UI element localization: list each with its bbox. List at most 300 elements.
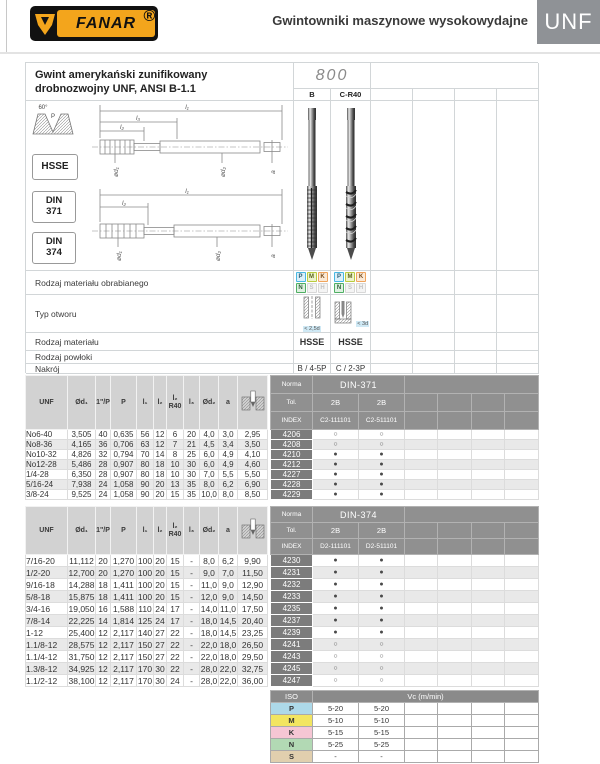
empty-cell	[413, 101, 455, 271]
size-cell: 3/8-24	[26, 490, 68, 500]
availability-dot: ●	[359, 579, 405, 591]
index-cell: 4231	[271, 567, 313, 579]
value-cell: 150	[137, 639, 153, 650]
empty-cell	[455, 271, 497, 295]
page-title: Gwintowniki maszynowe wysokowydajne	[272, 13, 528, 28]
value-cell: 18,0	[200, 615, 218, 626]
value-cell: 10,0	[201, 490, 217, 499]
empty-cell	[438, 727, 472, 739]
value-cell: 22	[167, 627, 184, 639]
value-cell: 28,575	[68, 639, 95, 650]
empty-header	[472, 394, 505, 412]
value-cell: 4,0	[200, 430, 219, 440]
value-cell: 20	[155, 579, 165, 590]
value-cell: 10	[167, 460, 184, 470]
value-cell: 20	[155, 567, 165, 578]
dim-od2-label: ød₂	[215, 250, 222, 262]
value-cell: -	[184, 567, 200, 579]
value-cell: 14	[154, 450, 167, 460]
value-cell: 1,588	[111, 603, 137, 615]
empty-cell	[472, 591, 505, 603]
empty-cell	[505, 450, 539, 460]
value-cell: 4,9	[219, 450, 238, 460]
workpiece-material-label: Rodzaj materiału obrabianego	[26, 271, 294, 295]
value-cell: 30	[184, 460, 200, 470]
empty-cell	[505, 555, 539, 567]
spec-row	[26, 430, 539, 440]
empty-cell	[505, 579, 539, 591]
value-cell: 12,0	[200, 591, 218, 602]
col-d2: Ød₂	[200, 507, 219, 555]
norma-value: DIN-371	[313, 376, 405, 394]
empty-cell	[405, 727, 438, 739]
value-cell: 12	[96, 663, 111, 675]
value-cell: -	[184, 603, 200, 615]
fanar-logo	[30, 6, 158, 41]
index-cell: 4245	[271, 663, 313, 675]
empty-cell	[472, 715, 505, 727]
value-cell: 1,058	[111, 490, 137, 500]
value-cell: 24	[96, 490, 111, 500]
material-badge-K: K	[356, 272, 366, 282]
empty-cell	[438, 603, 472, 615]
empty-cell	[405, 651, 438, 663]
material-badge-P: P	[296, 272, 306, 282]
din-371-line2: 371	[46, 206, 62, 217]
availability-dot: ●	[359, 567, 405, 579]
empty-cell	[438, 490, 472, 500]
empty-header	[405, 507, 539, 523]
empty-cell	[371, 271, 413, 295]
value-cell: 27	[155, 639, 165, 650]
badge-grid	[295, 272, 329, 294]
empty-cell	[438, 460, 472, 470]
page-edge-line	[6, 0, 7, 54]
empty-cell	[371, 63, 539, 89]
empty-cell	[413, 295, 455, 333]
material-badge-N: N	[334, 283, 344, 293]
index-cell: 4241	[271, 639, 313, 651]
dim-od1-label: ød₁	[116, 251, 123, 261]
size-cell: 9/16-18	[26, 579, 68, 591]
value-cell: 15	[167, 579, 184, 591]
value-cell: 7	[167, 440, 184, 450]
size-cell: 7/8-14	[26, 615, 68, 627]
value-cell: 3,50	[238, 440, 268, 450]
value-cell: 22,225	[68, 615, 95, 626]
availability-dot: ●	[359, 480, 405, 490]
vc-value-cell: 5-10	[359, 715, 405, 727]
value-cell: 5,486	[68, 460, 96, 470]
value-cell: 25,400	[68, 627, 95, 638]
size-cell: No12-28	[26, 460, 68, 470]
value-cell: 27	[155, 651, 165, 662]
vc-value-cell: -	[313, 751, 359, 763]
empty-cell	[505, 615, 539, 627]
empty-cell	[497, 333, 539, 351]
value-cell: -	[184, 675, 200, 687]
availability-dot: ●	[359, 615, 405, 627]
availability-dot: ●	[313, 627, 359, 639]
col-l3: l₃	[184, 376, 200, 430]
registered-mark: ®	[143, 8, 156, 25]
value-cell: 18	[96, 579, 111, 591]
din374-table	[25, 506, 539, 687]
norma-label: Norma	[271, 507, 313, 523]
value-cell: 9,0	[219, 579, 238, 591]
fanar-emblem-icon	[33, 11, 57, 37]
iso-row	[271, 727, 539, 739]
empty-cell	[497, 89, 539, 101]
hole-depth-c: < 3d	[357, 320, 369, 327]
dim-l1-label: l₁	[185, 188, 189, 195]
value-cell: 40	[96, 430, 111, 440]
size-cell: 1.1/4-12	[26, 651, 68, 663]
empty-cell	[405, 470, 438, 480]
value-cell: 9,0	[219, 591, 238, 603]
empty-cell	[438, 627, 472, 639]
col-p: P	[111, 376, 137, 430]
value-cell: 14,5	[219, 627, 237, 638]
empty-cell	[505, 651, 539, 663]
value-cell: -	[184, 615, 200, 627]
empty-cell	[505, 703, 539, 715]
tool-material-c: HSSE	[331, 333, 371, 351]
spec-row	[26, 591, 539, 603]
value-cell: 100	[137, 567, 153, 578]
spec-row	[26, 480, 539, 490]
series-number: 800	[294, 63, 371, 89]
availability-dot: ○	[359, 440, 405, 450]
material-badge-M: M	[307, 272, 317, 282]
value-cell: 4,5	[200, 440, 219, 450]
iso-row	[271, 715, 539, 727]
spec-row	[26, 639, 539, 651]
value-cell: 30	[184, 470, 200, 480]
empty-cell	[472, 470, 505, 480]
value-cell: 12	[96, 627, 111, 639]
empty-cell	[371, 295, 413, 333]
size-cell: No10-32	[26, 450, 68, 460]
availability-dot: ●	[313, 450, 359, 460]
spec-row	[26, 440, 539, 450]
value-cell: 4,165	[68, 440, 96, 450]
value-cell: 28	[96, 460, 111, 470]
empty-cell	[405, 490, 438, 500]
dim-od2-label: ød₂	[220, 166, 227, 178]
vc-header: Vc (m/min)	[313, 691, 539, 703]
tool-material-b: HSSE	[294, 333, 331, 351]
value-cell: 4,826	[68, 450, 96, 460]
value-cell: 1,058	[111, 480, 137, 490]
value-cell: 32	[96, 450, 111, 460]
value-cell: 170	[137, 675, 153, 686]
empty-cell	[505, 627, 539, 639]
value-cell: 12	[154, 430, 167, 440]
empty-cell	[505, 727, 539, 739]
material-badge-K: K	[318, 272, 328, 282]
spec-row	[26, 603, 539, 615]
vc-value-cell: 5-25	[359, 739, 405, 751]
value-cell: 17,50	[238, 603, 268, 615]
value-cell: 24	[155, 603, 165, 614]
empty-cell	[438, 703, 472, 715]
empty-cell	[438, 591, 472, 603]
value-cell: 63	[137, 440, 154, 450]
size-cell: 3/4-16	[26, 603, 68, 615]
value-cell: 28,0	[200, 663, 218, 674]
value-cell: 15	[167, 591, 184, 603]
value-cell: 12,700	[68, 567, 95, 578]
value-cell: 0,907	[111, 460, 137, 470]
empty-cell	[438, 430, 472, 440]
iso-row	[271, 703, 539, 715]
empty-cell	[505, 639, 539, 651]
size-cell: 1/2-20	[26, 567, 68, 579]
value-cell: 22,0	[219, 675, 237, 686]
empty-cell	[472, 615, 505, 627]
tap-drawing-din374	[82, 185, 292, 267]
index-cell: 4228	[271, 480, 313, 490]
empty-cell	[455, 351, 497, 364]
availability-dot: ●	[313, 567, 359, 579]
value-cell: 14,0	[200, 603, 218, 614]
empty-cell	[505, 675, 539, 687]
value-cell: 28	[96, 470, 111, 480]
empty-header	[405, 376, 539, 394]
empty-cell	[371, 364, 413, 374]
empty-cell	[438, 715, 472, 727]
fanar-logo-text: FANAR	[75, 14, 137, 32]
tap-photo-c	[331, 101, 371, 271]
vc-value-cell: 5-15	[359, 727, 405, 739]
din371-table	[25, 375, 539, 500]
material-badges-c	[331, 271, 371, 295]
value-cell: 90	[137, 480, 154, 490]
thread-depth-icon	[238, 507, 268, 555]
value-cell: 8,50	[238, 490, 268, 500]
col-unf: UNF	[26, 376, 68, 430]
spec-row	[26, 555, 539, 567]
iso-header: ISO	[271, 691, 313, 703]
din-374-line1: DIN	[45, 236, 63, 247]
tol-1: 2B	[313, 523, 359, 539]
value-cell: 22	[167, 651, 184, 663]
empty-cell	[438, 675, 472, 687]
empty-cell	[497, 351, 539, 364]
value-cell: 4,60	[238, 460, 268, 470]
value-cell: 170	[137, 663, 153, 674]
value-cell: 30	[155, 663, 165, 674]
col-l2r40: l₂ R40	[167, 507, 184, 555]
side-icons	[30, 101, 80, 264]
value-cell: 17	[167, 615, 184, 627]
empty-cell	[472, 430, 505, 440]
value-cell: 56	[137, 430, 154, 440]
iso-group-cell: S	[271, 751, 313, 763]
availability-dot: ○	[313, 663, 359, 675]
index-cell: 4227	[271, 470, 313, 480]
size-cell: No8-36	[26, 440, 68, 450]
vc-value-cell: 5-15	[313, 727, 359, 739]
empty-header	[438, 539, 472, 555]
empty-cell	[472, 555, 505, 567]
size-cell: 5/16-24	[26, 480, 68, 490]
value-cell: -	[184, 663, 200, 675]
availability-dot: ●	[359, 591, 405, 603]
empty-header	[472, 412, 505, 430]
col-d2: Ød₂	[200, 376, 219, 430]
vc-value-cell: 5-20	[313, 703, 359, 715]
iso-group-cell: P	[271, 703, 313, 715]
value-cell: 3,0	[219, 430, 238, 440]
value-cell: 140	[137, 627, 153, 638]
empty-cell	[472, 739, 505, 751]
availability-dot: ○	[359, 663, 405, 675]
empty-cell	[405, 450, 438, 460]
empty-cell	[505, 440, 539, 450]
index-cell: 4235	[271, 603, 313, 615]
empty-cell	[505, 480, 539, 490]
availability-dot: ○	[359, 651, 405, 663]
tol-label: Tol.	[271, 523, 313, 539]
value-cell: 9,525	[68, 490, 96, 500]
index-cell: 4229	[271, 490, 313, 500]
empty-cell	[472, 460, 505, 470]
value-cell: 8,0	[219, 490, 238, 500]
vc-value-cell: -	[359, 751, 405, 763]
empty-header	[438, 412, 472, 430]
norma-value: DIN-374	[313, 507, 405, 523]
value-cell: 70	[137, 450, 154, 460]
empty-cell	[472, 450, 505, 460]
index-cell: 4208	[271, 440, 313, 450]
value-cell: 6,90	[238, 480, 268, 490]
empty-cell	[405, 615, 438, 627]
dim-a-label: a	[270, 254, 277, 258]
spec-row	[26, 675, 539, 687]
value-cell: 7,0	[200, 470, 219, 480]
col-tpi: 1"/P	[96, 507, 111, 555]
empty-cell	[497, 271, 539, 295]
value-cell: 14	[96, 615, 111, 627]
empty-cell	[405, 603, 438, 615]
value-cell: -	[184, 651, 200, 663]
empty-cell	[438, 567, 472, 579]
blind-hole-icon	[332, 301, 354, 325]
empty-cell	[405, 480, 438, 490]
value-cell: 20	[96, 567, 111, 579]
col-d1: Ød₁	[68, 507, 96, 555]
empty-cell	[438, 639, 472, 651]
index-cell: 4212	[271, 460, 313, 470]
spec-row	[26, 450, 539, 460]
material-badge-N: N	[296, 283, 306, 293]
col-l3: l₃	[184, 507, 200, 555]
empty-cell	[405, 430, 438, 440]
value-cell: 10	[167, 470, 184, 480]
dim-od1-label: ød₁	[113, 167, 120, 177]
empty-cell	[497, 364, 539, 374]
value-cell: 12	[154, 440, 167, 450]
norma-label: Norma	[271, 376, 313, 394]
product-title-line2: drobnozwojny UNF, ANSI B-1.1	[35, 83, 196, 95]
value-cell: 4,10	[238, 450, 268, 460]
empty-cell	[455, 364, 497, 374]
angle-label: 60°	[38, 105, 48, 111]
index-label: INDEX	[271, 539, 313, 555]
empty-cell	[505, 715, 539, 727]
empty-cell	[413, 89, 455, 101]
availability-dot: ●	[313, 591, 359, 603]
value-cell: 22	[167, 663, 184, 675]
availability-dot: ○	[313, 639, 359, 651]
empty-cell	[438, 480, 472, 490]
col-a: a	[219, 376, 238, 430]
availability-dot: ●	[359, 555, 405, 567]
empty-cell	[472, 675, 505, 687]
size-cell: 7/16-20	[26, 555, 68, 567]
value-cell: 150	[137, 651, 153, 662]
value-cell: 24	[155, 615, 165, 626]
empty-cell	[497, 295, 539, 333]
empty-header	[405, 394, 438, 412]
index-code-1: D2-111101	[313, 539, 359, 555]
empty-cell	[472, 663, 505, 675]
empty-cell	[505, 603, 539, 615]
variant-b-header: B	[294, 89, 331, 101]
empty-cell	[497, 101, 539, 271]
badge-grid	[334, 272, 368, 294]
empty-cell	[472, 627, 505, 639]
empty-cell	[405, 751, 438, 763]
empty-header	[472, 523, 505, 539]
empty-cell	[405, 703, 438, 715]
empty-cell	[438, 450, 472, 460]
spec-row	[26, 615, 539, 627]
value-cell: 15	[167, 567, 184, 579]
value-cell: 4,9	[219, 460, 238, 470]
value-cell: 23,25	[238, 627, 268, 639]
availability-dot: ●	[359, 460, 405, 470]
size-cell: No6-40	[26, 430, 68, 440]
availability-dot: ●	[313, 615, 359, 627]
value-cell: 2,117	[111, 651, 137, 663]
col-a: a	[219, 507, 238, 555]
col-l1: l₁	[137, 507, 154, 555]
empty-cell	[438, 739, 472, 751]
value-cell: 20	[96, 555, 111, 567]
value-cell: -	[184, 639, 200, 651]
value-cell: 6,2	[219, 480, 238, 490]
empty-cell	[505, 591, 539, 603]
empty-cell	[472, 480, 505, 490]
empty-cell	[472, 727, 505, 739]
iso-group-cell: K	[271, 727, 313, 739]
spec-row	[26, 460, 539, 470]
value-cell: 14,50	[238, 591, 268, 603]
tol-2: 2B	[359, 394, 405, 412]
value-cell: 3,505	[68, 430, 96, 440]
value-cell: 100	[137, 555, 153, 566]
value-cell: 38,100	[68, 675, 95, 686]
value-cell: 20	[184, 430, 200, 440]
technical-drawing-cell	[26, 101, 294, 271]
availability-dot: ●	[313, 460, 359, 470]
material-badge-M: M	[345, 272, 355, 282]
vc-value-cell: 5-25	[313, 739, 359, 751]
value-cell: 9,90	[238, 555, 268, 567]
